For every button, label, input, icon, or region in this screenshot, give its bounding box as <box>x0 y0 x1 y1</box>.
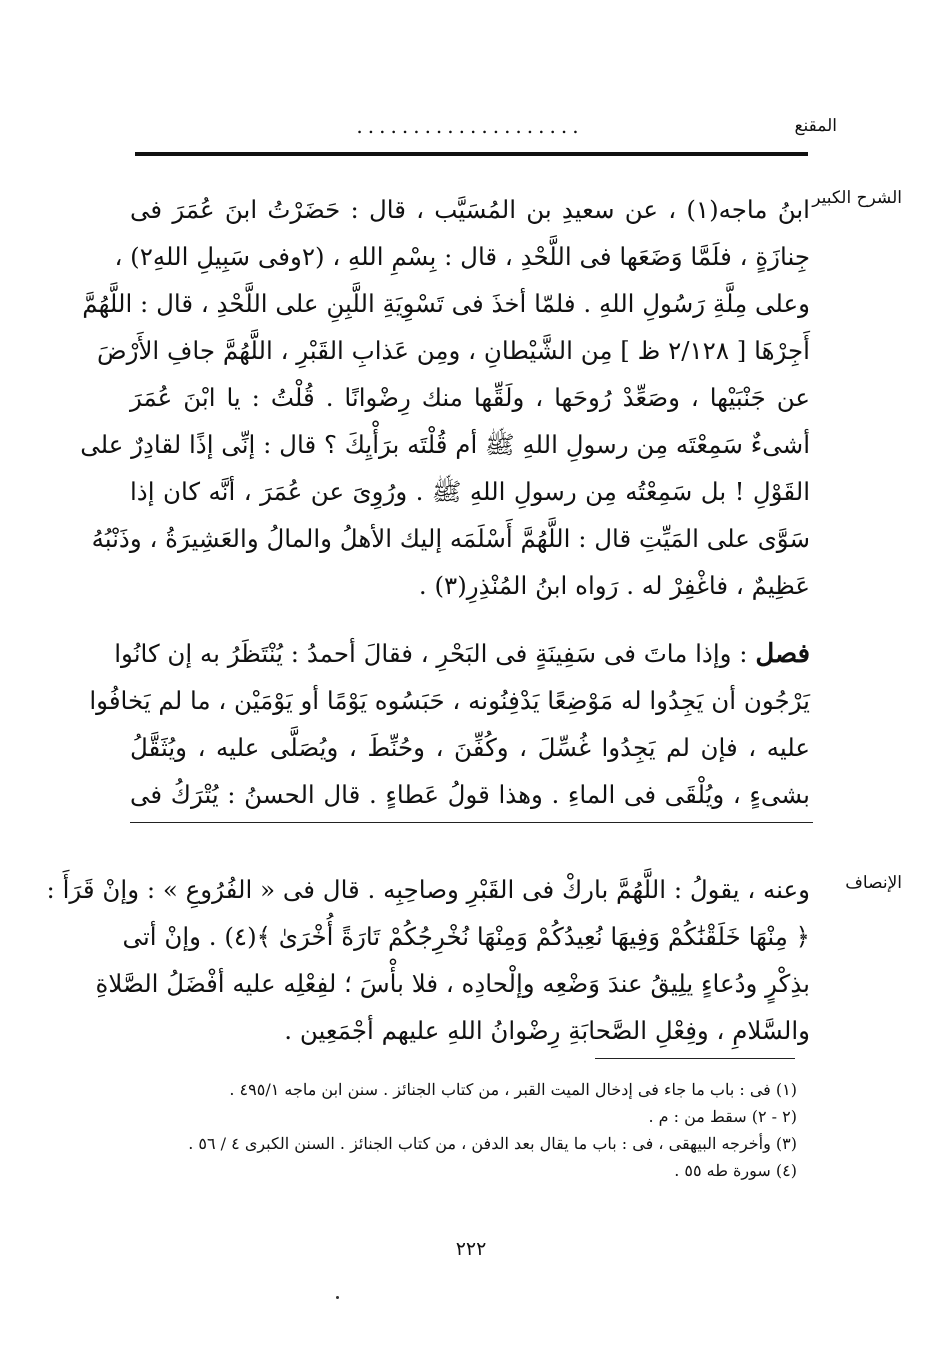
footnote: (١) فى : باب ما جاء فى إدخال الميت القبر ، من كتاب الجنائز . سنن ابن ماجه ٤٩٥/١ . <box>229 1080 797 1099</box>
text-line: جِنازَةٍ ، فلَمَّا وَضَعَها فى اللَّحْدِ ، قال : بِسْمِ اللهِ ، (٢وفى سَبِيلِ اللهِ٢) ، <box>114 242 810 271</box>
sharh-text-block <box>80 186 810 609</box>
text-line: ﴿ مِنْهَا خَلَقْنَٰكُمْ وَفِيهَا نُعِيدُكُمْ وَمِنْهَا نُخْرِجُكُمْ تَارَةً أُخْرَىٰ ﴾(٤) . وإنْ أتى <box>122 922 810 951</box>
running-header-title: المقنع <box>794 116 837 136</box>
margin-label-sharh: الشرح الكبير <box>812 188 902 208</box>
text-line: سَوَّى على المَيِّتِ قال : اللَّهُمَّ أَسْلَمَه إليك الأهلُ والمالُ والعَشِيرَةُ ، وذَنْبُهُ <box>91 524 810 553</box>
page-number: ٢٢٢ <box>455 1238 487 1260</box>
text-line: عَظِيمٌ ، فاغْفِرْ له . رَواه ابنُ المُنْذِرِ(٣) . <box>418 571 810 600</box>
header-dot-leader: .................... <box>356 114 584 138</box>
section-divider <box>130 822 813 823</box>
text-line: ابنُ ماجه(١) ، عن سعيدِ بن المُسَيَّب ، قال : حَضَرْتُ ابنَ عُمَرَ فى <box>130 195 810 224</box>
margin-label-insaf: الإنصاف <box>845 873 902 893</box>
text-line: يَرْجُون أن يَجِدُوا له مَوْضِعًا يَدْفِنُونه ، حَبَسُوه يَوْمًا أو يَوْمَيْن ، ما لم يَخافُوا <box>89 686 810 715</box>
text-line: أَجِرْهَا [ ٢/١٢٨ ظ ] مِن الشَّيْطانِ ، ومِن عَذابِ القَبْرِ ، اللَّهُمَّ جافِ الأَرْضَ <box>97 336 810 365</box>
fasl-first-line <box>114 630 810 677</box>
footnotes <box>188 1076 797 1184</box>
text-line: أشىءٌ سَمِعْتَه مِن رسولِ اللهِ ﷺ أم قُلْتَه برَأْيِكَ ؟ قال : إنِّى إذًا لقادِرٌ على <box>80 430 810 459</box>
insaf-text-block <box>46 866 810 1054</box>
fasl-section <box>89 630 810 818</box>
fasl-first-line-text: : وإذا ماتَ فى سَفِينَةٍ فى البَحْرِ ، فقالَ أحمدُ : يُنْتَظَرُ به إن كانُوا <box>114 639 756 668</box>
text-line: وعلى مِلَّةِ رَسُولِ اللهِ . فلمّا أخذَ فى تَسْوِيَةِ اللَّبِنِ على اللَّحْدِ ، قال : اللَّهُمَّ <box>82 289 810 318</box>
text-line: بشىءٍ ، ويُلْقَى فى الماءِ . وهذا قولُ عَطاءٍ . قال الحسنُ : يُتْرَكُ فى <box>130 780 810 809</box>
footnote: (٢ - ٢) سقط من : م . <box>648 1107 797 1126</box>
text-line: بذِكْرٍ ودُعاءٍ يلِيقُ عندَ وَضْعِه وإلْحادِه ، فلا بأْسَ ؛ لفِعْلِه عليه أفْضَلُ الصَّلاةِ <box>95 969 810 998</box>
footnote-rule <box>595 1058 795 1059</box>
header-rule <box>135 152 808 156</box>
text-line: وعنه ، يقولُ : اللَّهُمَّ باركْ فى القَبْرِ وصاحِبِه . قال فى « الفُرُوعِ » : وإنْ قَرَأَ : <box>46 875 810 904</box>
text-line: عليه ، فإن لم يَجِدُوا غُسِّلَ ، وكُفِّنَ ، وحُنِّطَ ، ويُصَلَّى عليه ، ويُثَقَّلُ <box>130 733 810 762</box>
footnote: (٤) سورة طه ٥٥ . <box>674 1161 797 1180</box>
text-line: والسَّلامِ ، وفِعْلِ الصَّحابَةِ رِضْوانُ اللهِ عليهم أجْمَعِين . <box>284 1016 810 1045</box>
text-line: عن جَنْبَيْها ، وصَعِّدْ رُوحَها ، ولَقِّها منك رِضْوانًا . قُلْتُ : يا ابْنَ عُمَرَ <box>130 383 810 412</box>
scan-speck <box>336 1296 339 1299</box>
text-line: القَوْلِ ! بل سَمِعْتُه مِن رسولِ اللهِ ﷺ . ورُوِىَ عن عُمَرَ ، أنَّه كان إذا <box>130 477 810 506</box>
footnote: (٣) وأخرجه البيهقى ، فى : باب ما يقال بعد الدفن ، من كتاب الجنائز . السنن الكبرى ٤ / ٥٦ . <box>188 1134 797 1153</box>
fasl-heading: فصل <box>755 639 810 669</box>
